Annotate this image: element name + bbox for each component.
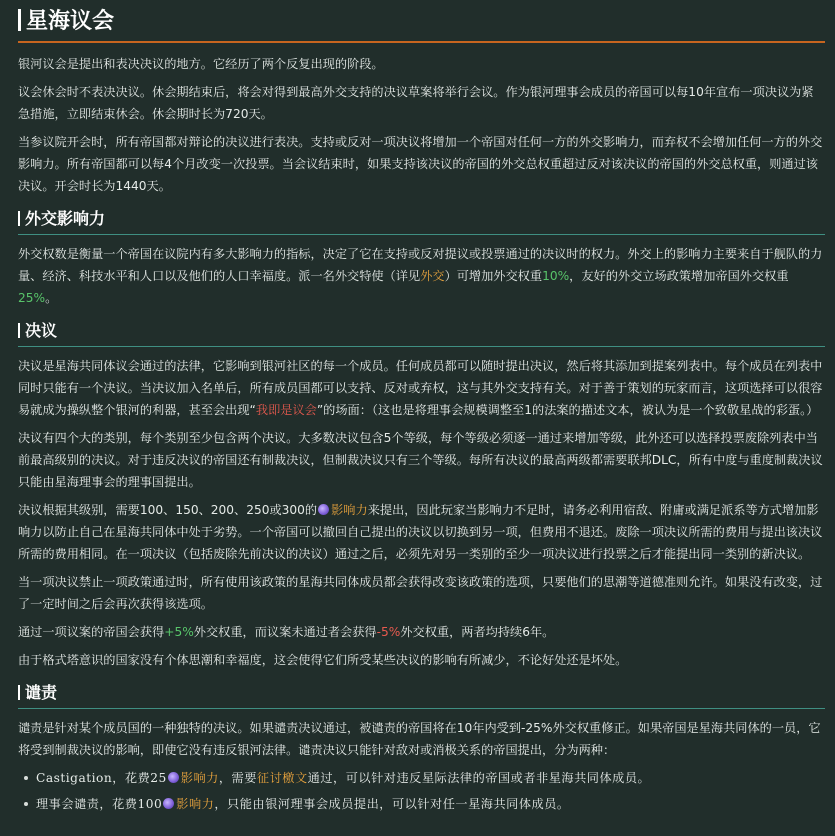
list-item: Castigation，花费25 影响力，需要征讨檄文通过，可以针对违反星际法律的帝国或者非星海共同体成员。 bbox=[24, 767, 825, 789]
heading-bar bbox=[18, 685, 20, 700]
bullet bbox=[24, 802, 28, 806]
intro-paragraph-1: 银河议会是提出和表决决议的地方。它经历了两个反复出现的阶段。 bbox=[18, 57, 384, 71]
passed-weight-bonus: +5% bbox=[164, 625, 194, 639]
bullet bbox=[24, 776, 28, 780]
influence-icon bbox=[168, 772, 179, 783]
influence-icon bbox=[318, 504, 329, 515]
influence-icon bbox=[163, 798, 174, 809]
policy-weight-value: 25% bbox=[18, 291, 46, 305]
section-heading-resolutions: 决议 bbox=[18, 319, 825, 347]
intro-paragraph-2: 议会休会时不表决决议。休会期结束后，将会对得到最高外交支持的决议草案将举行会议。作为银河理事会成员的帝国可以每10年宣布一项决议为紧急措施，立即结束休会。休会期时长为720天。 bbox=[18, 85, 814, 121]
censure-paragraph: 谴责是针对某个成员国的一种独特的决议。如果谴责决议通过，被谴责的帝国将在10年内受到-25%外交权重修正。如果帝国是星海共同体的一员，它将受到制裁决议的影响，即使它没有违反银河法律。谴责决议只能针对敌对或消极关系的帝国提出，分为两种： bbox=[18, 721, 821, 757]
censure-list bbox=[18, 767, 825, 815]
resolutions-paragraph-3: 决议根据其级别，需要100、150、200、250或300的 影响力来提出，因此玩家当影响力不足时，请务必利用宿敌、附庸或满足派系等方式增加影响力以防止自己在星海共同体中处于劣势。一个帝国可以撤回自己提出的决议以切换到另一项，但费用不退还。废除一项决议所需的费用与提出该决议所需的费用相同。在一项决议（包括废除先前决议的决议）通过之后，必须先对另一类别的至少一项决议进行投票之后才能提出同一类别的新决议。 bbox=[18, 503, 823, 561]
title-bar bbox=[18, 9, 21, 31]
influence-link[interactable]: 影响力 bbox=[180, 771, 219, 785]
i-am-the-senate-link[interactable]: 我即是议会 bbox=[255, 403, 317, 417]
diplomatic-weight-paragraph: 外交权数是衡量一个帝国在议院内有多大影响力的指标，决定了它在支持或反对提议或投票通过的决议时的权力。外交上的影响力主要来自于舰队的力量、经济、科技水平和人口以及他们的人口幸福度。派一名外交特使（详见外交）可增加外交权重10%，友好的外交立场政策增加帝国外交权重25%。 bbox=[18, 247, 823, 305]
list-item: 理事会谴责，花费100 影响力，只能由银河理事会成员提出，可以针对任一星海共同体成员。 bbox=[24, 793, 825, 815]
resolutions-paragraph-2: 决议有四个大的类别，每个类别至少包含两个决议。大多数决议包含5个等级，每个等级必须逐一通过来增加等级，此外还可以选择投票废除列表中当前最高级别的决议。对于违反决议的帝国还有制裁决议，但制裁决议只有三个等级。每所有决议的最高两级都需要联邦DLC，所有中度与重度制裁决议只能由星海理事会的理事国提出。 bbox=[18, 431, 823, 489]
influence-link[interactable]: 影响力 bbox=[176, 797, 215, 811]
diplomacy-link[interactable]: 外交 bbox=[420, 269, 445, 283]
intro-paragraph-3: 当参议院开会时，所有帝国都对辩论的决议进行表决。支持或反对一项决议将增加一个帝国对任何一方的外交影响力，而弃权不会增加任何一方的外交影响力。所有帝国都可以每4个月改变一次投票。当会议结束时，如果支持该决议的帝国的外交总权重超过反对该决议的帝国的外交总权重，则通过该决议。开会时长为1440天。 bbox=[18, 135, 823, 193]
section-heading-diplomatic-influence: 外交影响力 bbox=[18, 207, 825, 235]
influence-link[interactable]: 影响力 bbox=[331, 503, 368, 517]
resolutions-paragraph-5: 通过一项议案的帝国会获得+5%外交权重，而议案未通过者会获得-5%外交权重，两者均持续6年。 bbox=[18, 625, 555, 639]
heading-bar bbox=[18, 323, 20, 338]
casus-belli-link[interactable]: 征讨檄文 bbox=[256, 771, 308, 785]
resolutions-paragraph-6: 由于格式塔意识的国家没有个体思潮和幸福度，这会使得它们所受某些决议的影响有所减少，不论好处还是坏处。 bbox=[18, 653, 628, 667]
resolutions-paragraph-4: 当一项决议禁止一项政策通过时，所有使用该政策的星海共同体成员都会获得改变该政策的选项，只要他们的思潮等道德准则允许。如果没有改变，过了一定时间之后会再次获得该选项。 bbox=[18, 575, 823, 611]
page-title: 星海议会 bbox=[18, 0, 825, 43]
section-heading-censure: 谴责 bbox=[18, 681, 825, 709]
heading-bar bbox=[18, 211, 20, 226]
resolutions-paragraph-1: 决议是星海共同体议会通过的法律，它影响到银河社区的每一个成员。任何成员都可以随时提出决议，然后将其添加到提案列表中。每个成员在列表中同时只能有一个决议。当决议加入名单后，所有成员国都可以支持、反对或弃权，这与其外交支持有关。对于善于策划的玩家而言，这项选择可以很容易就成为操纵整个银河的利器，甚至会出现“我即是议会”的场面：（这也是将理事会规模调整至1的法案的描述文本，被认为是一个致敬星战的彩蛋。） bbox=[18, 359, 823, 417]
envoy-weight-value: 10% bbox=[542, 269, 570, 283]
failed-weight-penalty: -5% bbox=[376, 625, 401, 639]
